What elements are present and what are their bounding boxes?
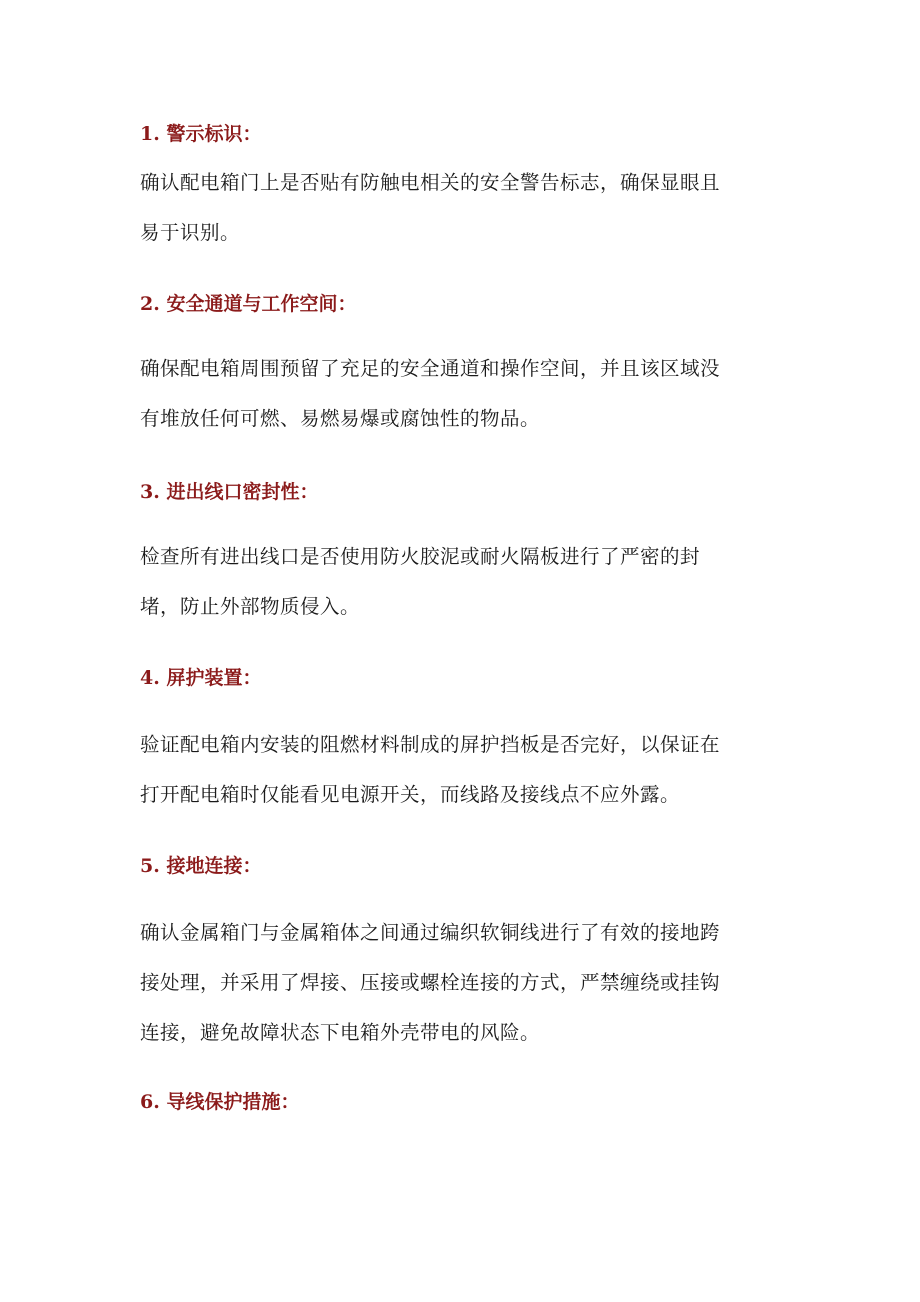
section-5-heading: 5. 接地连接：	[140, 855, 262, 877]
section-5-line-3: 连接，避免故障状态下电箱外壳带电的风险。	[140, 1021, 541, 1044]
section-4-line-1: 验证配电箱内安装的阻燃材料制成的屏护挡板是否完好，以保证在	[140, 733, 721, 756]
section-3-body	[140, 532, 780, 632]
section-5-body	[140, 908, 780, 1058]
section-5-line-2: 接处理，并采用了焊接、压接或螺栓连接的方式，严禁缠绕或挂钩	[140, 971, 721, 994]
section-3-line-2: 堵，防止外部物质侵入。	[140, 595, 361, 618]
section-2-line-1: 确保配电箱周围预留了充足的安全通道和操作空间，并且该区域没	[140, 357, 721, 380]
section-1-line-1: 确认配电箱门上是否贴有防触电相关的安全警告标志，确保显眼且	[140, 171, 721, 194]
section-2-heading: 2. 安全通道与工作空间：	[140, 293, 357, 315]
section-2-line-2: 有堆放任何可燃、易燃易爆或腐蚀性的物品。	[140, 407, 541, 430]
section-1-heading: 1. 警示标识：	[140, 123, 262, 145]
section-2-body	[140, 344, 780, 444]
section-5-line-1: 确认金属箱门与金属箱体之间通过编织软铜线进行了有效的接地跨	[140, 921, 721, 944]
section-4-line-2: 打开配电箱时仅能看见电源开关，而线路及接线点不应外露。	[140, 783, 681, 806]
section-6-heading: 6. 导线保护措施：	[140, 1091, 300, 1113]
section-4-body	[140, 720, 780, 820]
section-1-body	[140, 158, 780, 258]
section-3-line-1: 检查所有进出线口是否使用防火胶泥或耐火隔板进行了严密的封	[140, 545, 701, 568]
section-1-line-2: 易于识别。	[140, 221, 241, 244]
section-4-heading: 4. 屏护装置：	[140, 667, 262, 689]
section-3-heading: 3. 进出线口密封性：	[140, 481, 319, 503]
